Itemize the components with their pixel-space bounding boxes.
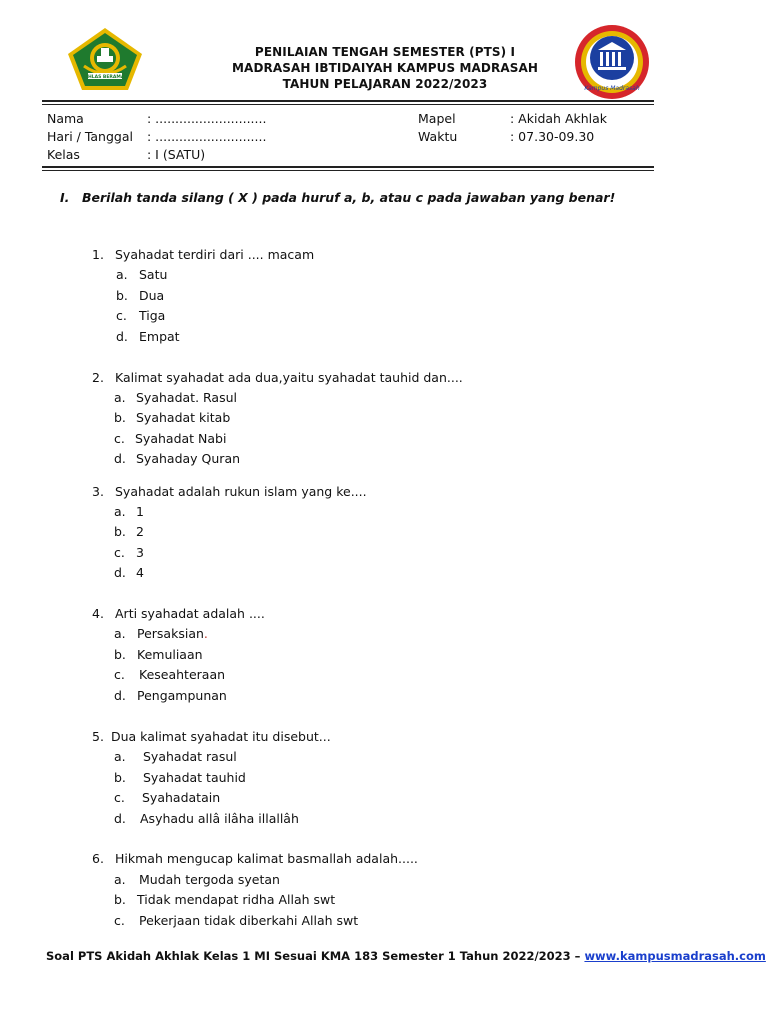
option-text: Syahadat kitab xyxy=(136,410,231,425)
waktu-value: : 07.30-09.30 xyxy=(510,129,595,144)
option-4c[interactable] xyxy=(114,667,225,682)
question-text: Kalimat syahadat ada dua,yaitu syahadat tauhid dan.... xyxy=(115,370,463,385)
option-1c[interactable] xyxy=(116,308,165,323)
option-text: 2 xyxy=(136,524,144,539)
question-6 xyxy=(92,851,418,866)
svg-text:Kampus Madrasah: Kampus Madrasah xyxy=(584,85,640,92)
section-number: I. xyxy=(60,190,70,205)
question-number: 4. xyxy=(92,606,104,621)
option-text: Tidak mendapat ridha Allah swt xyxy=(137,892,336,907)
kelas-label: Kelas xyxy=(47,147,80,162)
option-5d[interactable] xyxy=(114,811,299,826)
option-6c[interactable] xyxy=(114,913,358,928)
option-letter: c. xyxy=(114,667,125,682)
option-text: 4 xyxy=(136,565,144,580)
kampus-madrasah-logo xyxy=(574,24,650,100)
option-letter: b. xyxy=(114,770,126,785)
option-text: Keseahteraan xyxy=(139,667,226,682)
header-line-1: PENILAIAN TENGAH SEMESTER (PTS) I xyxy=(254,45,516,59)
question-text: Syahadat adalah rukun islam yang ke.... xyxy=(115,484,367,499)
question-number: 2. xyxy=(92,370,104,385)
option-letter: b. xyxy=(114,524,126,539)
page-footer xyxy=(46,949,766,963)
option-letter: b. xyxy=(116,288,128,303)
option-letter: a. xyxy=(114,872,126,887)
option-letter: a. xyxy=(116,267,128,282)
option-text: Dua xyxy=(139,288,165,303)
section-instruction xyxy=(60,190,615,205)
option-letter: c. xyxy=(114,790,125,805)
option-text: Kemuliaan xyxy=(137,647,203,662)
option-text: Tiga xyxy=(139,308,166,323)
option-text: Asyhadu allâ ilâha illallâh xyxy=(140,811,299,826)
option-letter: b. xyxy=(114,892,126,907)
option-2a[interactable] xyxy=(114,390,237,405)
option-text: Syahadat Nabi xyxy=(135,431,227,446)
question-number: 3. xyxy=(92,484,104,499)
option-6b[interactable] xyxy=(114,892,335,907)
header-line-3: TAHUN PELAJARAN 2022/2023 xyxy=(282,77,488,91)
option-6a[interactable] xyxy=(114,872,280,887)
option-2d[interactable] xyxy=(114,451,240,466)
option-text: 1 xyxy=(136,504,144,519)
exam-header-title xyxy=(160,44,610,92)
nama-value: : ............................ xyxy=(147,111,267,126)
option-letter: b. xyxy=(114,647,126,662)
question-number: 5. xyxy=(92,729,104,744)
question-text: Syahadat terdiri dari .... macam xyxy=(115,247,315,262)
question-5 xyxy=(92,729,331,744)
option-letter: d. xyxy=(114,688,126,703)
footer-website-link[interactable]: www.kampusmadrasah.com xyxy=(584,949,766,963)
option-4b[interactable] xyxy=(114,647,203,662)
option-letter: c. xyxy=(114,913,125,928)
option-text: Pekerjaan tidak diberkahi Allah swt xyxy=(139,913,359,928)
option-4a[interactable] xyxy=(114,626,208,641)
question-text: Dua kalimat syahadat itu disebut... xyxy=(111,729,331,744)
question-1 xyxy=(92,247,314,262)
subject-info-block xyxy=(418,110,658,150)
option-letter: c. xyxy=(116,308,127,323)
option-1a[interactable] xyxy=(116,267,167,282)
question-text: Arti syahadat adalah .... xyxy=(115,606,265,621)
option-letter: a. xyxy=(114,504,126,519)
option-text: Satu xyxy=(139,267,168,282)
header-divider-thin xyxy=(42,104,654,105)
option-letter: c. xyxy=(114,545,125,560)
option-1d[interactable] xyxy=(116,329,180,344)
hari-tanggal-value: : ............................ xyxy=(147,129,267,144)
instruction-text: Berilah tanda silang ( X ) pada huruf a, b, atau c pada jawaban yang benar! xyxy=(82,190,616,205)
option-letter: d. xyxy=(116,329,128,344)
option-letter: d. xyxy=(114,811,126,826)
option-5c[interactable] xyxy=(114,790,220,805)
option-3a[interactable] xyxy=(114,504,144,519)
kemenag-logo xyxy=(64,26,146,92)
question-number: 6. xyxy=(92,851,104,866)
question-number: 1. xyxy=(92,247,104,262)
option-4d[interactable] xyxy=(114,688,227,703)
option-text: Syahadat rasul xyxy=(143,749,237,764)
option-suffix: . xyxy=(203,626,208,641)
student-info-block xyxy=(47,110,387,166)
option-letter: a. xyxy=(114,749,126,764)
option-text: Syahadatain xyxy=(142,790,221,805)
option-text: Pengampunan xyxy=(137,688,227,703)
option-letter: d. xyxy=(114,565,126,580)
mapel-label: Mapel xyxy=(418,111,456,126)
option-5a[interactable] xyxy=(114,749,237,764)
option-3d[interactable] xyxy=(114,565,144,580)
option-5b[interactable] xyxy=(114,770,246,785)
info-divider-thin xyxy=(42,170,654,171)
option-3c[interactable] xyxy=(114,545,144,560)
option-letter: c. xyxy=(114,431,125,446)
option-text: Persaksian xyxy=(137,626,204,641)
option-text: 3 xyxy=(136,545,144,560)
nama-label: Nama xyxy=(47,111,84,126)
option-letter: d. xyxy=(114,451,126,466)
kelas-value: : I (SATU) xyxy=(147,147,206,162)
question-3 xyxy=(92,484,367,499)
option-3b[interactable] xyxy=(114,524,144,539)
option-text: Syahadat. Rasul xyxy=(136,390,237,405)
header-line-2: MADRASAH IBTIDAIYAH KAMPUS MADRASAH xyxy=(232,61,538,75)
option-text: Mudah tergoda syetan xyxy=(139,872,280,887)
question-text: Hikmah mengucap kalimat basmallah adalah..... xyxy=(115,851,418,866)
option-text: Syahaday Quran xyxy=(136,451,241,466)
option-2c[interactable] xyxy=(114,431,226,446)
question-2 xyxy=(92,370,463,385)
svg-text:IKHLAS BERAMAL: IKHLAS BERAMAL xyxy=(82,75,128,80)
header-divider-thick xyxy=(42,100,654,102)
option-letter: a. xyxy=(114,626,126,641)
option-2b[interactable] xyxy=(114,410,230,425)
footer-text: Soal PTS Akidah Akhlak Kelas 1 MI Sesuai KMA 183 Semester 1 Tahun 2022/2023 – xyxy=(46,949,585,963)
option-1b[interactable] xyxy=(116,288,164,303)
hari-tanggal-label: Hari / Tanggal xyxy=(47,129,133,144)
waktu-label: Waktu xyxy=(418,129,458,144)
option-text: Syahadat tauhid xyxy=(143,770,246,785)
option-text: Empat xyxy=(139,329,180,344)
mapel-value: : Akidah Akhlak xyxy=(510,111,608,126)
info-divider-thick xyxy=(42,166,654,168)
option-letter: a. xyxy=(114,390,126,405)
option-letter: b. xyxy=(114,410,126,425)
question-4 xyxy=(92,606,265,621)
